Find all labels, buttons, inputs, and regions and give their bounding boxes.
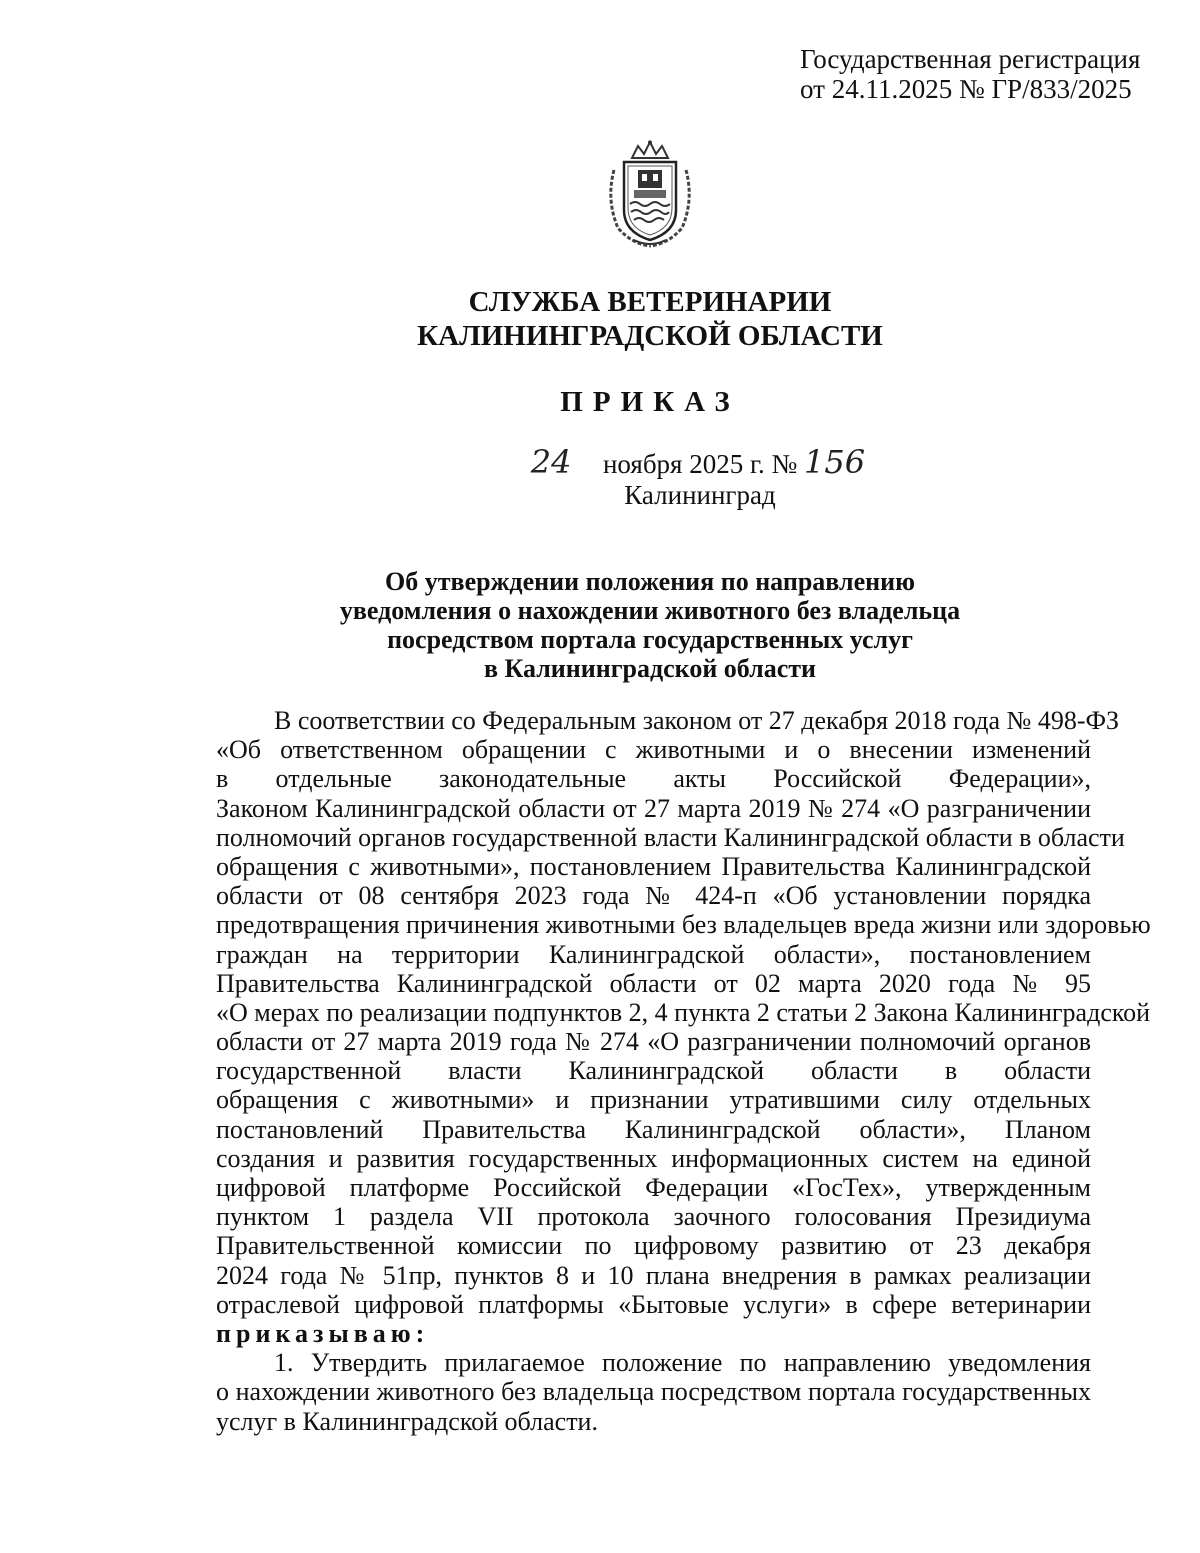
item-line: о нахождении животного без владельца посредством портала государственных (216, 1377, 1091, 1407)
order-word-line (216, 1319, 1091, 1348)
item-line: 1. Утвердить прилагаемое положение по направлению уведомления (274, 1348, 1091, 1378)
registration-line-2: от 24.11.2025 № ГР/833/2025 (800, 74, 1132, 104)
handwritten-number: 156 (804, 443, 866, 481)
preamble-line: области от 27 марта 2019 года № 274 «О разграничении полномочий органов (216, 1027, 1091, 1057)
coat-of-arms-icon (604, 140, 696, 248)
item-line: услуг в Калининградской области. (216, 1406, 598, 1436)
preamble-line: в отдельные законодательные акты Российской Федерации», (216, 764, 1091, 794)
preamble-line: предотвращения причинения животными без владельцев вреда жизни или здоровью (216, 910, 1151, 940)
document-type: ПРИКАЗ (560, 386, 740, 418)
agency-line-1: СЛУЖБА ВЕТЕРИНАРИИ (468, 286, 832, 318)
registration-line-1: Государственная регистрация (800, 44, 1141, 74)
document-body (216, 706, 1151, 1436)
preamble-line: 2024 года № 51пр, пунктов 8 и 10 плана внедрения в рамках реализации (216, 1260, 1091, 1290)
document-place: Калининград (624, 480, 776, 510)
preamble-line: пунктом 1 раздела VII протокола заочного голосования Президиума (216, 1202, 1091, 1232)
preamble-line: области от 08 сентября 2023 года № 424-п «Об установлении порядка (216, 881, 1091, 911)
title-line: посредством портала государственных услуг (387, 625, 913, 654)
preamble-line: В соответствии со Федеральным законом от 27 декабря 2018 года № 498-ФЗ (274, 706, 1120, 735)
title-line: Об утверждении положения по направлению (385, 567, 915, 596)
preamble-line: обращения с животными», постановлением Правительства Калининградской (216, 851, 1091, 881)
preamble-line: «О мерах по реализации подпунктов 2, 4 пункта 2 статьи 2 Закона Калининградской (216, 997, 1151, 1027)
registration-stamp (800, 44, 1180, 104)
document-title (250, 567, 1050, 683)
preamble-line: государственной власти Калининградской области в области (216, 1056, 1091, 1086)
date-month-year: ноября 2025 г. № (602, 449, 798, 479)
preamble-line: обращения с животными» и признании утратившими силу отдельных (216, 1085, 1091, 1115)
preamble-line: постановлений Правительства Калининградской области», Планом (216, 1114, 1091, 1144)
preamble-line: создания и развития государственных информационных систем на единой (216, 1143, 1091, 1173)
preamble-line: «Об ответственном обращении с животными и о внесении изменений (216, 735, 1091, 765)
preamble-line: Правительства Калининградской области от 02 марта 2020 года № 95 (216, 968, 1091, 998)
title-line: уведомления о нахождении животного без владельца (339, 596, 961, 625)
preamble-line: граждан на территории Калининградской области», постановлением (216, 939, 1091, 969)
title-line: в Калининградской области (483, 654, 817, 683)
agency-name (300, 285, 1000, 353)
document-date (500, 443, 920, 481)
handwritten-day: 24 (530, 443, 572, 481)
agency-line-2: КАЛИНИНГРАДСКОЙ ОБЛАСТИ (417, 320, 883, 352)
preamble-line: цифровой платформе Российской Федерации «ГосТех», утвержденным (216, 1173, 1091, 1202)
preamble-line: Правительственной комиссии по цифровому развитию от 23 декабря (216, 1231, 1091, 1261)
order-word: приказываю: (216, 1318, 430, 1348)
preamble-line: отраслевой цифровой платформы «Бытовые услуги» в сфере ветеринарии (216, 1289, 1091, 1319)
preamble-line: Законом Калининградской области от 27 марта 2019 № 274 «О разграничении (216, 793, 1091, 823)
preamble-line: полномочий органов государственной власти Калининградской области в области (216, 822, 1125, 852)
